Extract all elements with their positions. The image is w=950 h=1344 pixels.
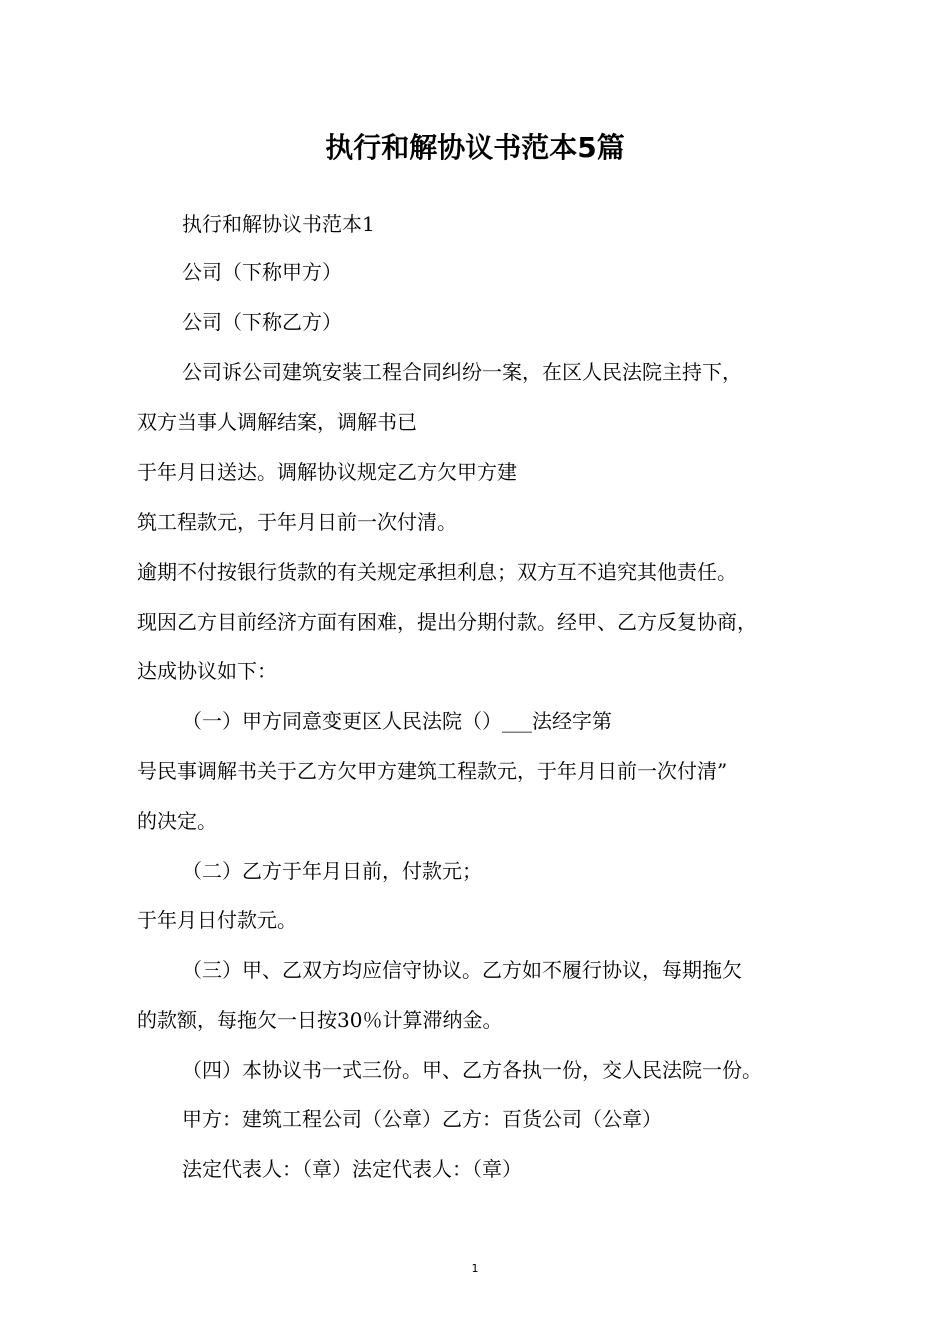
body-line: 双方当事人调解结案，调解书已 — [137, 410, 417, 434]
body-line: 于年月日送达。调解协议规定乙方欠甲方建 — [137, 460, 517, 484]
clause-four-line: （四）本协议书一式三份。甲、乙方各执一份，交人民法院一份。 — [182, 1058, 762, 1082]
body-line: 筑工程款元，于年月日前一次付清。 — [137, 510, 457, 534]
party-a-line: 公司（下称甲方） — [182, 260, 342, 284]
signature-line: 甲方：建筑工程公司（公章）乙方：百货公司（公章） — [182, 1107, 662, 1131]
section-heading: 执行和解协议书范本1 — [182, 212, 375, 236]
body-line: 于年月日付款元。 — [137, 908, 297, 932]
document-title: 执行和解协议书范本5篇 — [325, 131, 625, 164]
body-line: 号民事调解书关于乙方欠甲方建筑工程款元，于年月日前一次付清” — [137, 759, 728, 783]
clause-three-line: （三）甲、乙双方均应信守协议。乙方如不履行协议，每期拖欠 — [182, 958, 742, 982]
body-line: 达成协议如下： — [137, 659, 277, 683]
body-line: 现因乙方目前经济方面有困难，提出分期付款。经甲、乙方反复协商， — [137, 610, 757, 634]
body-line: 的款额，每拖欠一日按30％计算滞纳金。 — [137, 1008, 503, 1032]
page-number: 1 — [471, 1262, 479, 1275]
body-line: 逾期不付按银行货款的有关规定承担利息；双方互不追究其他责任。 — [137, 560, 737, 584]
clause-one-line: （一）甲方同意变更区人民法院（）___法经字第 — [182, 709, 612, 733]
clause-two-line: （二）乙方于年月日前，付款元； — [182, 859, 482, 883]
body-line: 的决定。 — [137, 809, 217, 833]
party-b-line: 公司（下称乙方） — [182, 310, 342, 334]
representative-line: 法定代表人：（章）法定代表人：（章） — [182, 1157, 522, 1181]
body-line: 公司诉公司建筑安装工程合同纠纷一案，在区人民法院主持下， — [182, 360, 742, 384]
